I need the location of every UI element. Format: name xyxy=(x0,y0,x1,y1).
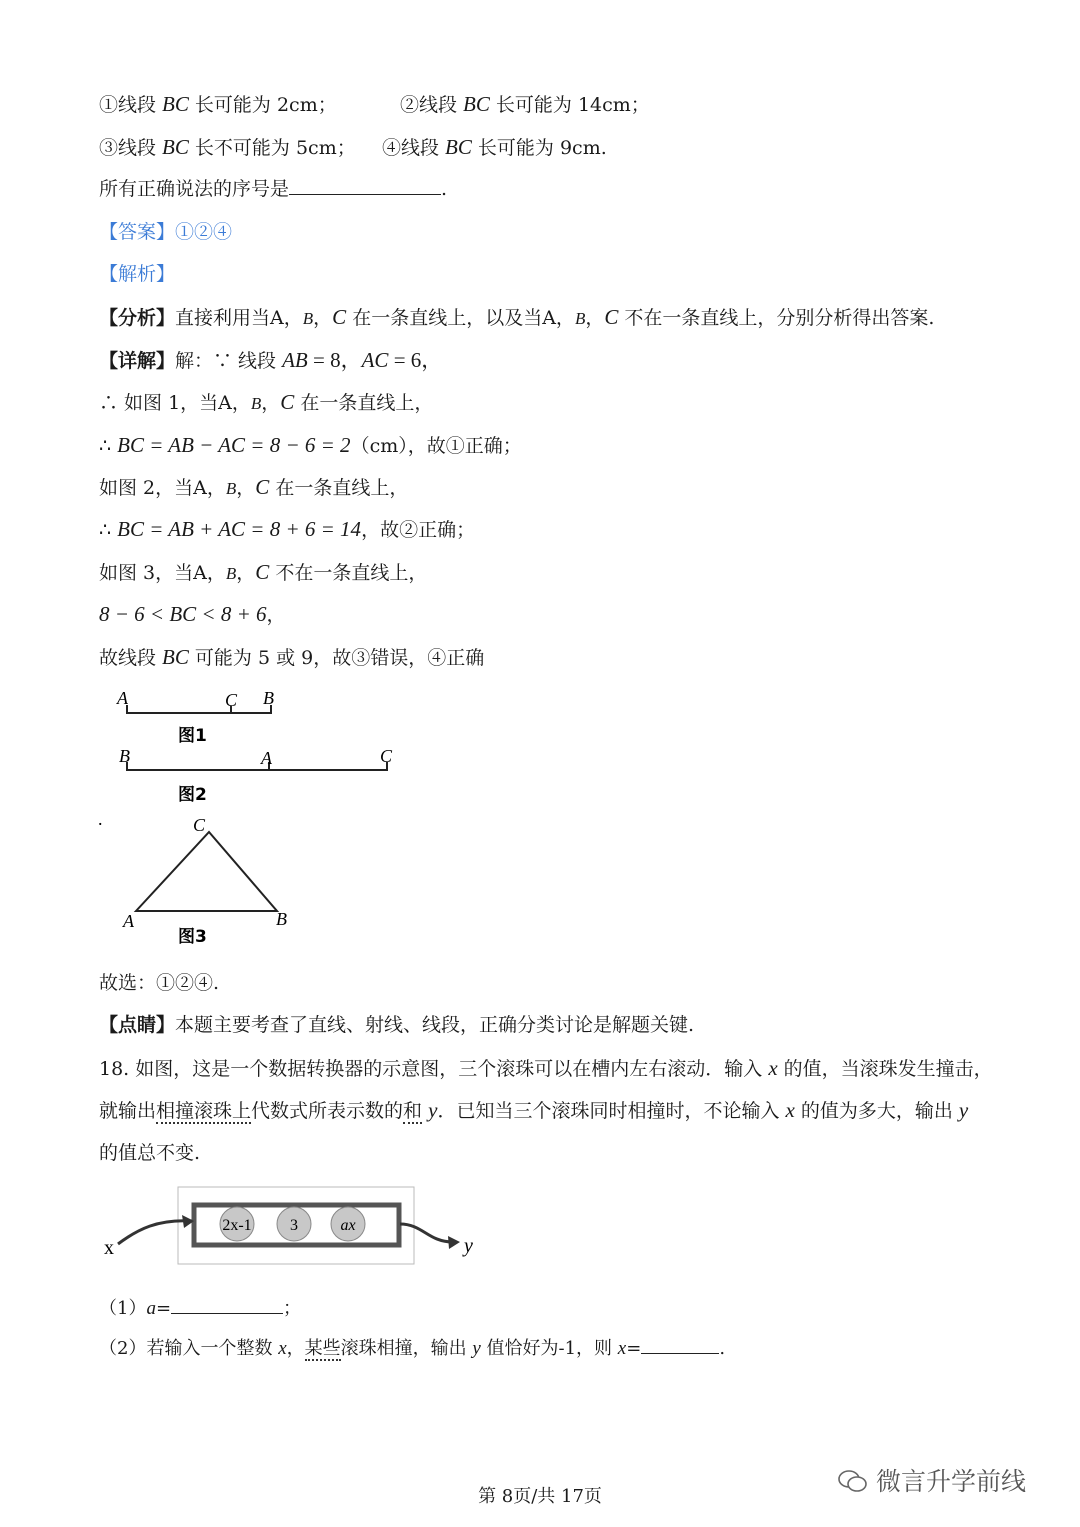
q18-line-3: 的值总不变. xyxy=(99,1142,201,1164)
figure-2 xyxy=(119,746,393,805)
fig2-label-b: B xyxy=(119,746,130,766)
converter-diagram xyxy=(98,1184,498,1274)
fig2-label-a: A xyxy=(261,748,272,768)
option-3: ③线段 BC 长不可能为 5cm； xyxy=(99,135,356,159)
step-line-4: ∴ BC = AB + AC = 8 + 6 = 14，故②正确； xyxy=(99,517,476,541)
fig1-label-b: B xyxy=(263,688,274,708)
q18-line-1: 18. 如图，这是一个数据转换器的示意图，三个滚珠可以在槽内左右滚动．输入 x 的值，当滚珠发生撞击， xyxy=(99,1056,993,1080)
fig2-caption: 图2 xyxy=(178,785,207,805)
fig3-label-c: C xyxy=(193,815,206,835)
fig3-triangle xyxy=(136,832,277,911)
fig2-label-c: C xyxy=(380,746,393,766)
fig1-caption: 图1 xyxy=(178,726,207,746)
page-footer: 第 8页/共 17页 xyxy=(478,1486,602,1507)
figure-3 xyxy=(98,809,287,947)
watermark xyxy=(838,1462,1026,1498)
fenxi-line: 【分析】直接利用当A，B，C 在一条直线上，以及当A，B，C 不在一条直线上，分别分析得出答案. xyxy=(99,305,935,329)
wechat-icon xyxy=(838,1468,868,1494)
fig3-dot: . xyxy=(98,809,103,829)
question-line: 所有正确说法的序号是 . xyxy=(99,178,448,200)
watermark-text: 微言升学前线 xyxy=(875,1467,1026,1496)
step-line-7: 故线段 BC 可能为 5 或 9，故③错误，④正确 xyxy=(99,645,485,669)
sub1-blank[interactable] xyxy=(171,1295,283,1314)
fig3-label-a: A xyxy=(123,911,134,931)
conclusion-line: 故选：①②④. xyxy=(99,972,220,994)
step-line-2: ∴ BC = AB − AC = 8 − 6 = 2（cm），故①正确； xyxy=(99,433,522,457)
sub2-blank[interactable] xyxy=(641,1335,719,1354)
ball-2-label: 3 xyxy=(290,1217,298,1234)
fig3-label-b: B xyxy=(276,909,287,929)
step-line-6: 8 − 6 < BC < 8 + 6， xyxy=(99,602,286,626)
sub-question-1: （1）a= ； xyxy=(99,1295,301,1322)
step-line-3: 如图 2，当A，B，C 在一条直线上， xyxy=(99,475,409,499)
xiangjie-line: 【详解】解：∵ 线段 AB = 8，AC = 6， xyxy=(99,348,443,372)
q18-line-2: 就输出相撞滚珠上代数式所表示数的和 y．已知当三个滚珠同时相撞时，不论输入 x 的值为多大，输出 y xyxy=(99,1098,969,1122)
step-line-1: ∴ 如图 1，当A，B，C 在一条直线上， xyxy=(99,390,434,414)
ball-3-label: ax xyxy=(340,1217,356,1234)
option-4: ④线段 BC 长可能为 9cm. xyxy=(382,135,607,159)
fig1-label-a: A xyxy=(117,688,128,708)
output-label: y xyxy=(464,1235,473,1257)
dianjing-line: 【点睛】本题主要考查了直线、射线、线段，正确分类讨论是解题关键. xyxy=(99,1014,695,1036)
fig1-label-c: C xyxy=(225,690,238,710)
figure-1 xyxy=(116,688,274,746)
fig3-caption: 图3 xyxy=(178,927,207,947)
analysis-tag: 【解析】 xyxy=(99,263,176,285)
input-label: x xyxy=(104,1237,114,1259)
output-arrowhead xyxy=(448,1236,460,1249)
option-1: ①线段 BC 长可能为 2cm； xyxy=(99,92,337,116)
ball-1-label: 2x-1 xyxy=(222,1217,252,1234)
option-2: ②线段 BC 长可能为 14cm； xyxy=(400,92,650,116)
figures-diagram xyxy=(95,680,435,950)
sub-question-2: （2）若输入一个整数 x，某些滚珠相撞，输出 y 值恰好为-1，则 x= . xyxy=(99,1335,725,1362)
answer-line: 【答案】①②④ xyxy=(99,221,233,243)
answer-blank[interactable] xyxy=(289,176,441,195)
step-line-5: 如图 3，当A，B，C 不在一条直线上， xyxy=(99,560,428,584)
